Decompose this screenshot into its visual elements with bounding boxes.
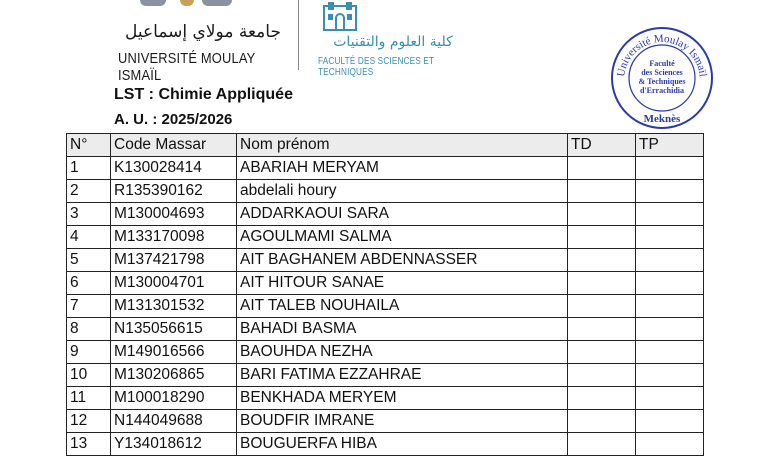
row-student-name: AIT BAGHANEM ABDENNASSER — [237, 249, 568, 272]
faculty-stamp — [610, 26, 714, 130]
row-tp-mark — [636, 249, 704, 272]
student-list-table — [66, 133, 704, 456]
row-code-massar: M137421798 — [111, 249, 237, 272]
row-student-name: BAOUHDA NEZHA — [237, 341, 568, 364]
row-code-massar: R135390162 — [111, 180, 237, 203]
row-tp-mark — [636, 387, 704, 410]
row-number: 7 — [67, 295, 111, 318]
table-row — [67, 387, 704, 410]
row-code-massar: M130004701 — [111, 272, 237, 295]
row-td-mark — [568, 226, 636, 249]
table-row — [67, 249, 704, 272]
row-student-name: AIT TALEB NOUHAILA — [237, 295, 568, 318]
stamp-city: Meknès — [643, 113, 681, 125]
row-number: 12 — [67, 410, 111, 433]
stamp-ring-text: Université Moulay Ismaïl — [615, 32, 709, 78]
row-code-massar: N144049688 — [111, 410, 237, 433]
table-row — [67, 318, 704, 341]
row-tp-mark — [636, 157, 704, 180]
row-td-mark — [568, 364, 636, 387]
column-header-number: N° — [67, 134, 111, 157]
row-code-massar: M149016566 — [111, 341, 237, 364]
table-row — [67, 433, 704, 456]
row-td-mark — [568, 387, 636, 410]
table-row — [67, 295, 704, 318]
row-student-name: BARI FATIMA EZZAHRAE — [237, 364, 568, 387]
row-td-mark — [568, 433, 636, 456]
column-header-name: Nom prénom — [237, 134, 568, 157]
row-student-name: BOUGUERFA HIBA — [237, 433, 568, 456]
table-row — [67, 226, 704, 249]
row-number: 11 — [67, 387, 111, 410]
row-number: 10 — [67, 364, 111, 387]
row-td-mark — [568, 272, 636, 295]
row-tp-mark — [636, 318, 704, 341]
stamp-line-1: Faculté — [649, 59, 675, 68]
row-tp-mark — [636, 226, 704, 249]
row-number: 9 — [67, 341, 111, 364]
column-header-tp: TP — [636, 134, 704, 157]
row-number: 1 — [67, 157, 111, 180]
row-tp-mark — [636, 364, 704, 387]
row-code-massar: M131301532 — [111, 295, 237, 318]
table-row — [67, 364, 704, 387]
row-student-name: BENKHADA MERYEM — [237, 387, 568, 410]
table-header-row — [67, 134, 704, 157]
row-code-massar: K130028414 — [111, 157, 237, 180]
row-td-mark — [568, 180, 636, 203]
table-row — [67, 410, 704, 433]
row-td-mark — [568, 203, 636, 226]
stamp-line-2: des Sciences — [641, 68, 683, 77]
table-row — [67, 341, 704, 364]
academic-year: A. U. : 2025/2026 — [114, 111, 233, 128]
stamp-line-4: d'Errachidia — [639, 86, 685, 95]
university-name-french: UNIVERSITÉ MOULAY ISMAÏL — [118, 50, 256, 84]
row-student-name: AGOULMAMI SALMA — [237, 226, 568, 249]
row-td-mark — [568, 341, 636, 364]
faculty-building-icon — [318, 0, 362, 32]
row-td-mark — [568, 410, 636, 433]
stamp-line-3: & Techniques — [638, 77, 686, 86]
row-student-name: BAHADI BASMA — [237, 318, 568, 341]
row-student-name: abdelali houry — [237, 180, 568, 203]
row-student-name: AIT HITOUR SANAE — [237, 272, 568, 295]
row-tp-mark — [636, 410, 704, 433]
table-row — [67, 157, 704, 180]
row-number: 3 — [67, 203, 111, 226]
header-divider — [298, 0, 299, 70]
row-td-mark — [568, 295, 636, 318]
table-row — [67, 272, 704, 295]
row-student-name: ADDARKAOUI SARA — [237, 203, 568, 226]
row-tp-mark — [636, 203, 704, 226]
row-tp-mark — [636, 180, 704, 203]
university-logo — [118, 0, 288, 84]
row-code-massar: M130206865 — [111, 364, 237, 387]
faculty-name-arabic: كلية العلوم والتقنيات — [333, 34, 453, 50]
row-number: 4 — [67, 226, 111, 249]
table-row — [67, 203, 704, 226]
row-student-name: ABARIAH MERYAM — [237, 157, 568, 180]
row-number: 6 — [67, 272, 111, 295]
row-tp-mark — [636, 295, 704, 318]
row-td-mark — [568, 249, 636, 272]
column-header-td: TD — [568, 134, 636, 157]
row-code-massar: M133170098 — [111, 226, 237, 249]
row-number: 5 — [67, 249, 111, 272]
program-title: LST : Chimie Appliquée — [114, 86, 293, 103]
column-header-code-massar: Code Massar — [111, 134, 237, 157]
university-emblem-icon — [140, 0, 260, 12]
university-name-arabic: جامعة مولاي إسماعيل — [125, 22, 281, 42]
row-tp-mark — [636, 433, 704, 456]
row-code-massar: N135056615 — [111, 318, 237, 341]
faculty-name-french: FACULTÉ DES SCIENCES ET TECHNIQUES — [318, 56, 435, 78]
row-code-massar: M130004693 — [111, 203, 237, 226]
row-student-name: BOUDFIR IMRANE — [237, 410, 568, 433]
row-number: 8 — [67, 318, 111, 341]
row-td-mark — [568, 318, 636, 341]
row-td-mark — [568, 157, 636, 180]
row-tp-mark — [636, 341, 704, 364]
row-tp-mark — [636, 272, 704, 295]
row-code-massar: M100018290 — [111, 387, 237, 410]
row-number: 13 — [67, 433, 111, 456]
row-number: 2 — [67, 180, 111, 203]
table-row — [67, 180, 704, 203]
row-code-massar: Y134018612 — [111, 433, 237, 456]
